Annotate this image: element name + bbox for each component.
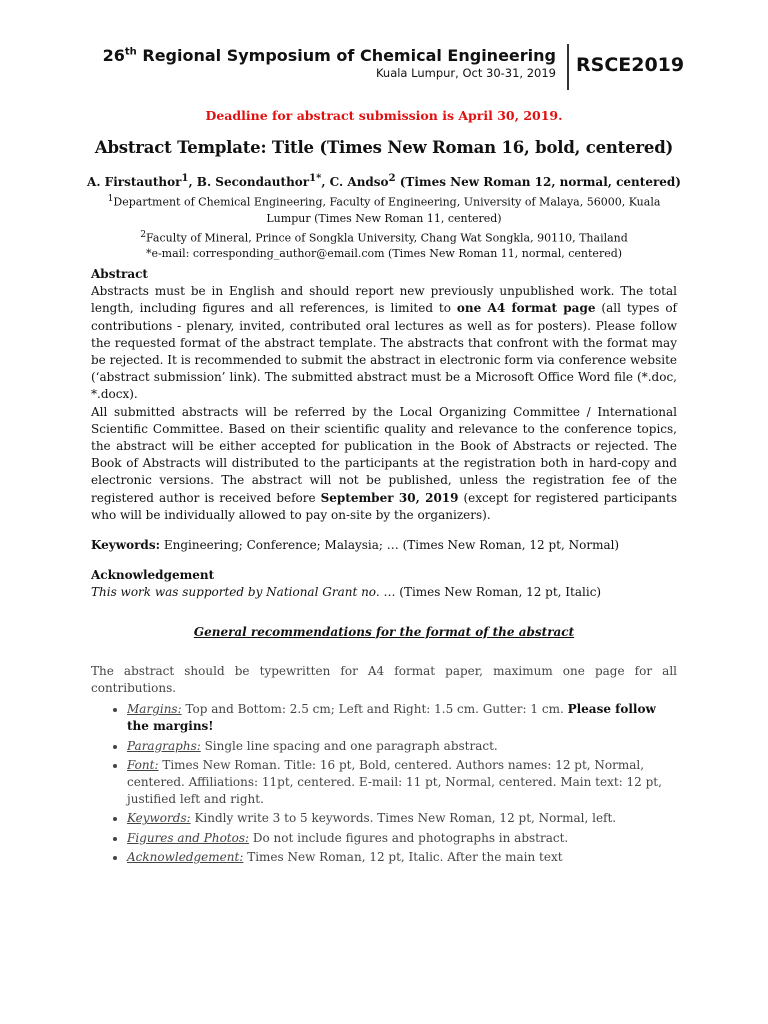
abstract-paragraph-2 — [91, 404, 677, 524]
author-2-sup: 1* — [309, 173, 322, 184]
affiliation-2 — [95, 227, 673, 247]
affiliation-2-sup: 2 — [140, 228, 147, 240]
recommendation-text: Top and Bottom: 2.5 cm; Left and Right: 1.5 cm. Gutter: 1 cm. — [181, 702, 568, 717]
deadline-notice: Deadline for abstract submission is April 30, 2019. — [205, 108, 563, 123]
author-3: , C. Andso — [321, 175, 389, 189]
affiliation-2-text: Faculty of Mineral, Prince of Songkla University, Chang Wat Songkla, 90110, Thailand — [146, 231, 628, 245]
recommendation-text: Times New Roman. Title: 16 pt, Bold, centered. Authors names: 12 pt, Normal, centered. Affiliations: 11pt, centered. E-mail: 11 pt, Normal, centered. Main text: 12 pt, justified left and right. — [127, 757, 662, 807]
header-left — [103, 46, 556, 80]
recommendation-item — [127, 701, 677, 735]
author-3-sup: 2 — [388, 173, 396, 184]
author-2: , B. Secondauthor — [188, 175, 310, 189]
recommendation-text: Kindly write 3 to 5 keywords. Times New Roman, 12 pt, Normal, left. — [190, 811, 617, 826]
abstract-heading: Abstract — [91, 267, 148, 281]
title-rest: Regional Symposium of Chemical Engineering — [136, 46, 556, 65]
p1-text-b: (all types of contributions - plenary, invited, contributed oral lectures as well as for posters). Please follow the requested format of the abstract template. The abstracts that confront with the format may be rejected. It is recommended to submit the abstract in electronic form via conference website (‘abstract submission’ link). The submitted abstract must be a Microsoft Office Word file (*.doc, *.docx). — [91, 301, 677, 402]
affiliation-1-sup: 1 — [107, 193, 114, 204]
recommendation-item — [127, 810, 677, 827]
recommendation-bold: Please follow the margins! — [127, 702, 656, 734]
recommendation-label: Keywords: — [127, 811, 191, 826]
symposium-title — [103, 46, 556, 65]
p2-bold: September 30, 2019 — [320, 490, 459, 505]
recommendation-text: Single line spacing and one paragraph abstract. — [200, 738, 498, 753]
recommendation-label: Font: — [127, 757, 159, 772]
document-body — [91, 266, 677, 868]
recommendation-label: Acknowledgement: — [127, 849, 244, 864]
authors-line — [80, 173, 688, 189]
recommendations-list — [91, 701, 677, 866]
acknowledgement-line — [91, 584, 677, 601]
page-header — [90, 44, 685, 90]
recommendation-label: Paragraphs: — [127, 738, 201, 753]
header-divider — [567, 44, 569, 90]
keywords-label: Keywords: — [91, 538, 161, 553]
recommendation-text: Do not include figures and photographs in abstract. — [249, 830, 569, 845]
title-prefix: 26 — [102, 46, 125, 65]
recommendation-label: Figures and Photos: — [127, 830, 250, 845]
abstract-paragraph-1 — [91, 283, 677, 403]
recommendations-intro: The abstract should be typewritten for A4 format paper, maximum one page for all contributions. — [91, 663, 677, 696]
p2-text-a: All submitted abstracts will be referred by the Local Organizing Committee / International Scientific Committee. Based on their scientific quality and relevance to the conference topics, the abstract will be either accepted for publication in the Book of Abstracts or rejected. The Book of Abstracts will distributed to the participants at the registration both in hard-copy and electronic versions. The abstract will not be published, unless the registration fee of the registered author is received before — [91, 404, 677, 505]
affiliation-1-text: Department of Chemical Engineering, Faculty of Engineering, University of Malaya, 56000, Kuala Lumpur (Times New Roman 11, centered) — [113, 195, 661, 225]
recommendations-title: General recommendations for the format of the abstract — [193, 624, 575, 639]
recommendation-item — [127, 849, 677, 866]
acknowledgement-heading: Acknowledgement — [91, 568, 215, 583]
recommendation-item — [127, 830, 677, 847]
recommendation-item — [127, 738, 677, 755]
affiliation-1 — [95, 191, 673, 227]
affiliations — [95, 191, 673, 262]
p1-text-a: Abstracts must be in English and should report new previously unpublished work. The total length, including figures and all references, is limited to — [91, 284, 677, 316]
email-line: *e-mail: corresponding_author@email.com (Times New Roman 11, normal, centered) — [145, 247, 623, 261]
abstract-title: Abstract Template: Title (Times New Roman 16, bold, centered) — [94, 138, 674, 157]
keywords-line — [91, 537, 677, 554]
recommendation-text: Times New Roman, 12 pt, Italic. After the main text — [243, 849, 563, 864]
author-1-sup: 1 — [181, 173, 189, 184]
symposium-subtitle: Kuala Lumpur, Oct 30-31, 2019 — [375, 66, 556, 80]
authors-note: (Times New Roman 12, normal, centered) — [395, 175, 681, 189]
acknowledgement-note: (Times New Roman, 12 pt, Italic) — [395, 585, 602, 600]
conference-code: RSCE2019 — [576, 54, 685, 76]
recommendation-item — [127, 757, 677, 809]
acknowledgement-italic: This work was supported by National Grant no. … — [91, 585, 396, 600]
title-sup: th — [124, 46, 137, 58]
p1-bold: one A4 format page — [456, 301, 596, 316]
keywords-text: Engineering; Conference; Malaysia; … (Times New Roman, 12 pt, Normal) — [160, 538, 620, 553]
author-1: A. Firstauthor — [87, 175, 182, 189]
p2-text-b: (except for registered participants who will be individually allowed to pay on-site by the organizers). — [91, 490, 677, 522]
recommendation-label: Margins: — [127, 702, 182, 717]
